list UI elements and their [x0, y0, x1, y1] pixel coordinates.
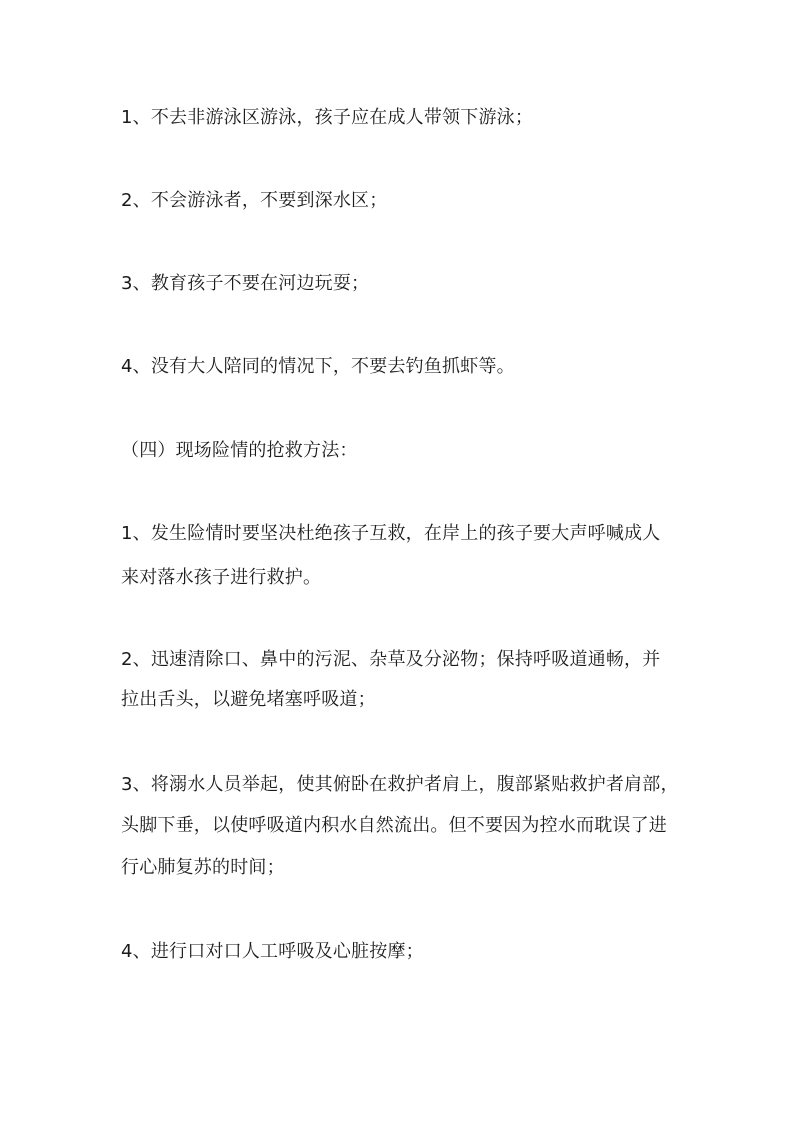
section-heading: （四）现场险情的抢救方法：	[121, 440, 358, 461]
rescue-item-2-line-2: 拉出舌头，以避免堵塞呼吸道；	[121, 689, 376, 710]
rescue-item-3-line-2: 头脚下垂，以使呼吸道内积水自然流出。但不要因为控水而耽误了进	[121, 815, 667, 836]
rescue-item-3-line-1: 3、将溺水人员举起，使其俯卧在救护者肩上，腹部紧贴救护者肩部，	[121, 774, 679, 795]
prevention-item-2: 2、不会游泳者，不要到深水区；	[121, 190, 388, 211]
rescue-item-1-line-1: 1、发生险情时要坚决杜绝孩子互救，在岸上的孩子要大声呼喊成人	[121, 523, 661, 544]
rescue-item-3-line-3: 行心肺复苏的时间；	[121, 857, 285, 878]
prevention-item-1: 1、不去非游泳区游泳，孩子应在成人带领下游泳；	[121, 107, 534, 128]
prevention-item-4: 4、没有大人陪同的情况下，不要去钓鱼抓虾等。	[121, 356, 515, 377]
rescue-item-2-line-1: 2、迅速清除口、鼻中的污泥、杂草及分泌物；保持呼吸道通畅，并	[121, 649, 661, 670]
rescue-item-4-line-1: 4、进行口对口人工呼吸及心脏按摩；	[121, 941, 424, 962]
prevention-item-3: 3、教育孩子不要在河边玩耍；	[121, 273, 370, 294]
rescue-item-1-line-2: 来对落水孩子进行救护。	[121, 567, 322, 588]
